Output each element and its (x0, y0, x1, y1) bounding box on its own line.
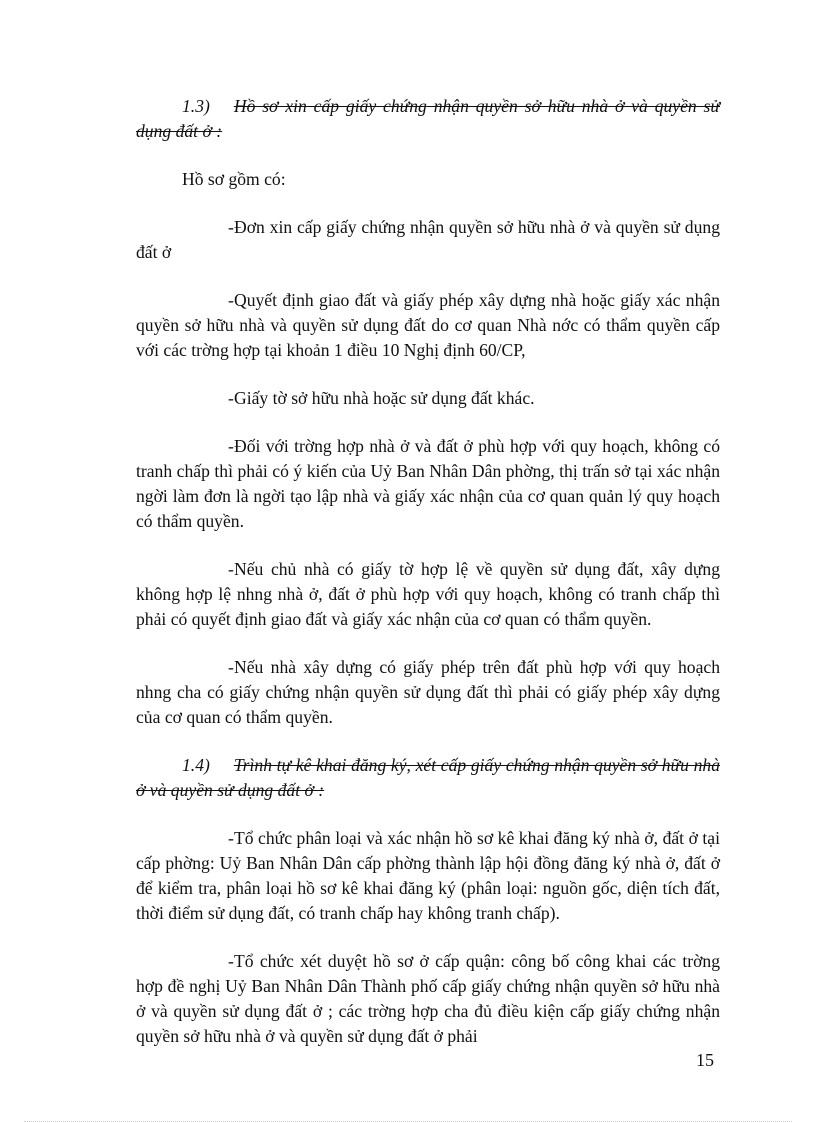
section-number: 1.4) (182, 755, 210, 775)
page-bottom-divider (24, 1121, 792, 1122)
dash-marker: - (228, 559, 234, 579)
section-number: 1.3) (182, 96, 210, 116)
dash-marker: - (228, 951, 234, 971)
dash-marker: - (228, 828, 234, 848)
section-heading-1-4 (136, 753, 720, 803)
dash-marker: - (228, 657, 234, 677)
list-item: -Nếu nhà xây dựng có giấy phép trên đất phù hợp với quy hoạch nhng cha có giấy chứng nhận quyền sử dụng đất thì phải có giấy phép xây dựng của cơ quan có thẩm quyền. (136, 657, 720, 727)
list-item: -Đơn xin cấp giấy chứng nhận quyền sở hữu nhà ở và quyền sử dụng đất ở (136, 217, 720, 262)
document-page (136, 94, 720, 1072)
list-item: -Đối với trờng hợp nhà ở và đất ở phù hợp với quy hoạch, không có tranh chấp thì phải có ý kiến của Uỷ Ban Nhân Dân phờng, thị trấn sở tại xác nhận ngời làm đơn là ngời tạo lập nhà và giấy xác nhận của cơ quan quản lý quy hoạch có thẩm quyền. (136, 436, 720, 531)
list-item: -Giấy tờ sở hữu nhà hoặc sử dụng đất khác. (136, 386, 720, 411)
section-heading-1-3 (136, 94, 720, 144)
dash-marker: - (228, 217, 234, 237)
list-item: -Nếu chủ nhà có giấy tờ hợp lệ về quyền sử dụng đất, xây dựng không hợp lệ nhng nhà ở, đất ở phù hợp với quy hoạch, không có tranh chấp thì phải có quyết định giao đất và giấy xác nhận của cơ quan có thẩm quyền. (136, 559, 720, 629)
page-number: 15 (696, 1050, 714, 1070)
dash-marker: - (228, 436, 234, 456)
list-item: -Quyết định giao đất và giấy phép xây dựng nhà hoặc giấy xác nhận quyền sở hữu nhà và quyền sử dụng đất do cơ quan Nhà nớc có thẩm quyền cấp với các trờng hợp tại khoản 1 điều 10 Nghị định 60/CP, (136, 290, 720, 360)
dash-marker: - (228, 388, 234, 408)
section-title: Trình tự kê khai đăng ký, xét cấp giấy chứng nhận quyền sở hữu nhà ở và quyền sử dụng đất ở : (136, 755, 720, 800)
section-title: Hồ sơ xin cấp giấy chứng nhận quyền sở hữu nhà ở và quyền sử dụng đất ở : (136, 96, 720, 141)
list-item: -Tổ chức xét duyệt hồ sơ ở cấp quận: công bố công khai các trờng hợp đề nghị Uỷ Ban Nhân Dân Thành phố cấp giấy chứng nhận quyền sở hữu nhà ở và quyền sử dụng đất ở ; các trờng hợp cha đủ điều kiện cấp giấy chứng nhận quyền sở hữu nhà ở và quyền sử dụng đất ở phải (136, 951, 720, 1046)
intro-text: Hồ sơ gồm có: (182, 169, 286, 189)
dash-marker: - (228, 290, 234, 310)
list-item: -Tổ chức phân loại và xác nhận hồ sơ kê khai đăng ký nhà ở, đất ở tại cấp phờng: Uỷ Ban Nhân Dân cấp phờng thành lập hội đồng đăng ký nhà ở, đất ở để kiểm tra, phân loại hồ sơ kê khai đăng ký (phân loại: nguồn gốc, diện tích đất, thời điểm sử dụng đất, có tranh chấp hay không tranh chấp). (136, 828, 720, 923)
